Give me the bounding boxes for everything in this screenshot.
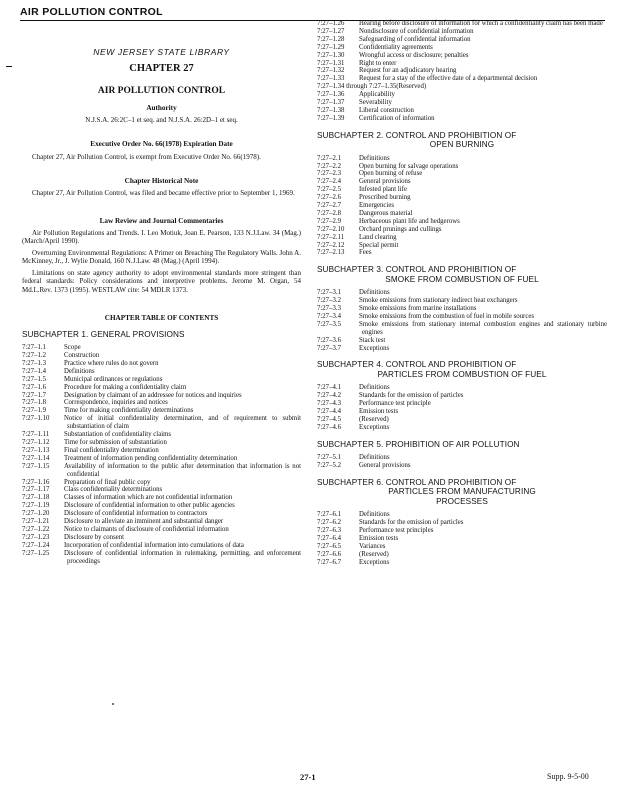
section-number: 7:27–2.1	[317, 154, 341, 162]
section-number: 7:27–1.26	[317, 20, 345, 27]
toc-entry	[22, 360, 301, 368]
page-number: 27-1	[300, 772, 316, 782]
toc-entry	[317, 75, 607, 83]
section-title: Disclosure of confidential information in rulemaking, permitting, and enforcement proceedings	[64, 549, 301, 565]
section-number: 7:27–6.7	[317, 558, 341, 566]
section-number: 7:27–2.7	[317, 202, 341, 210]
section-title: Definitions	[359, 384, 390, 392]
toc-entry	[317, 313, 607, 321]
toc-entry	[22, 526, 301, 534]
toc-entry	[317, 424, 607, 432]
section-number: 7:27–2.2	[317, 162, 341, 170]
toc-entry	[317, 163, 607, 171]
section-title: Notice to claimants of disclosure of confidential information	[64, 525, 229, 533]
section-title: Emergencies	[359, 202, 394, 210]
section-number: 7:27–1.8	[22, 399, 46, 407]
toc-entry	[317, 384, 607, 392]
toc-entry	[317, 551, 607, 559]
section-number: 7:27–1.32	[317, 67, 345, 75]
toc-entry	[317, 234, 607, 242]
toc-entry	[317, 527, 607, 535]
section-number: 7:27–1.19	[22, 502, 50, 510]
toc-entry	[317, 186, 607, 194]
toc-entry	[317, 210, 607, 218]
section-number: 7:27–1.7	[22, 391, 46, 399]
section-title: Smoke emissions from the combustion of fuel in mobile sources	[359, 312, 534, 320]
section-title: Definitions	[64, 367, 95, 375]
section-title: General provisions	[359, 178, 411, 186]
toc-entry	[22, 352, 301, 360]
toc-entry	[22, 486, 301, 494]
section-number: 7:27–4.6	[317, 423, 341, 431]
section-title: Time for submission of substantiation	[64, 438, 167, 446]
toc-entry	[317, 400, 607, 408]
section-title: Designation by claimant of an addressee for notices and inquiries	[64, 391, 242, 399]
toc-entry	[22, 455, 301, 463]
section-number: 7:27–1.36	[317, 91, 345, 99]
section-title: Definitions	[359, 454, 390, 462]
section-title: Notice of initial confidentiality determination, and of requirement to submit substantiation of claim	[64, 415, 301, 431]
section-number: 7:27–1.10	[22, 415, 50, 423]
section-number: 7:27–4.5	[317, 415, 341, 423]
toc-entry	[317, 178, 607, 186]
chapter-number: CHAPTER 27	[129, 63, 194, 75]
section-number: 7:27–2.13	[317, 249, 345, 257]
right-column	[317, 20, 607, 566]
toc-entry	[317, 249, 607, 257]
section-title: (Reserved)	[359, 415, 389, 423]
toc-entry	[22, 439, 301, 447]
section-title: Hearing before disclosure of information for which a confidentiality claim has been made	[359, 20, 603, 27]
section-number: 7:27–6.6	[317, 550, 341, 558]
toc-entry	[22, 431, 301, 439]
toc-entry	[317, 115, 607, 123]
section-number: 7:27–6.5	[317, 542, 341, 550]
toc-entry	[317, 83, 607, 91]
subchapter-6-title: SUBCHAPTER 6. CONTROL AND PROHIBITION OF PARTICLES FROM MANUFACTURING PROCESSES	[317, 477, 536, 506]
toc-entry	[317, 44, 607, 52]
left-column	[22, 48, 301, 565]
section-title: Fees	[359, 249, 372, 257]
subchapter-4-title: SUBCHAPTER 4. CONTROL AND PROHIBITION OF PARTICLES FROM COMBUSTION OF FUEL	[317, 360, 547, 379]
toc-entry	[22, 518, 301, 526]
section-number: 7:27–1.6	[22, 383, 46, 391]
toc-entry	[317, 242, 607, 250]
section-number: 7:27–1.15	[22, 462, 50, 470]
section-title: Correspondence, inquiries and notices	[64, 399, 168, 407]
section-title: Safeguarding of confidential information	[359, 35, 471, 43]
section-title: Classes of information which are not confidential information	[64, 494, 233, 502]
toc-heading: CHAPTER TABLE OF CONTENTS	[104, 313, 219, 322]
section-number: 7:27–1.28	[317, 35, 345, 43]
toc-entry	[22, 415, 301, 431]
section-title: Municipal ordinances or regulations	[64, 375, 163, 383]
margin-mark	[6, 66, 12, 67]
section-number: 7:27–1.1	[22, 344, 46, 352]
section-number: 7:27–6.1	[317, 511, 341, 519]
section-title: Practice where rules do not govern	[64, 359, 159, 367]
section-title: Exceptions	[359, 423, 390, 431]
section-title: Incorporation of confidential information into cumulations of data	[64, 541, 244, 549]
toc-entry	[317, 36, 607, 44]
section-number: 7:27–2.11	[317, 233, 345, 241]
section-title: Confidentiality agreements	[359, 43, 433, 51]
section-number: 7:27–3.3	[317, 305, 341, 312]
section-number: 7:27–1.21	[22, 518, 50, 526]
section-number: 7:27–1.25	[22, 549, 50, 557]
section-title: Definitions	[359, 289, 390, 297]
section-number: 7:27–1.9	[22, 407, 46, 415]
section-title: Definitions	[359, 154, 390, 162]
toc-entry	[317, 60, 607, 68]
section-number: 7:27–1.2	[22, 352, 46, 359]
section-title: Performance test principle	[359, 400, 431, 408]
authority-heading: Authority	[146, 104, 177, 113]
section-number: 7:27–5.1	[317, 454, 341, 462]
section-title: Herbaceous plant life and hedgerows	[359, 217, 460, 225]
section-number: 7:27–6.2	[317, 519, 341, 527]
toc-entry	[22, 550, 301, 566]
supplement-date: Supp. 9-5-00	[547, 772, 589, 781]
toc-entry	[317, 462, 607, 470]
section-title: Emission tests	[359, 534, 399, 542]
subchapter-6-list	[317, 511, 607, 566]
section-number: 7:27–1.22	[22, 525, 50, 533]
section-number: 7:27–1.12	[22, 438, 50, 446]
section-number: 7:27–1.29	[317, 43, 345, 51]
section-number: 7:27–1.38	[317, 106, 345, 114]
toc-entry	[317, 170, 607, 178]
toc-entry	[22, 384, 301, 392]
section-title: Stack test	[359, 336, 386, 344]
section-number: 7:27–6.4	[317, 534, 341, 542]
toc-entry	[317, 337, 607, 345]
toc-entry	[317, 155, 607, 163]
section-title: Disclosure of confidential information to contractors	[64, 510, 208, 518]
section-title: Prescribed burning	[359, 194, 411, 202]
section-number: 7:27–2.3	[317, 170, 341, 178]
subchapter-4-list	[317, 384, 607, 431]
section-number: 7:27–1.31	[317, 59, 345, 67]
section-number: 7:27–4.3	[317, 400, 341, 408]
section-title: Orchard prunings and cullings	[359, 225, 442, 233]
section-number: 7:27–3.5	[317, 320, 341, 328]
law-review-heading: Law Review and Journal Commentaries	[99, 216, 224, 225]
section-title: Scope	[64, 344, 81, 352]
subchapter-1-continued-list	[317, 20, 607, 123]
section-number: 7:27–1.14	[22, 454, 50, 462]
running-header: AIR POLLUTION CONTROL	[20, 6, 605, 21]
section-title: (Reserved)	[396, 83, 427, 91]
section-title: Infested plant life	[359, 186, 407, 194]
section-title: General provisions	[359, 462, 411, 469]
section-number: 7:27–1.30	[317, 51, 345, 59]
section-title: Exceptions	[359, 558, 390, 566]
toc-entry	[317, 511, 607, 519]
toc-entry	[317, 67, 607, 75]
section-title: Liberal construction	[359, 106, 414, 114]
subchapter-1-list	[22, 344, 301, 565]
section-title: Smoke emissions from stationary indirect heat exchangers	[359, 297, 518, 305]
section-number: 7:27–1.13	[22, 446, 50, 454]
section-title: Disclosure to alleviate an imminent and substantial danger	[64, 518, 224, 526]
section-title: Applicability	[359, 91, 395, 99]
section-title: Treatment of information pending confidentiality determination	[64, 454, 238, 462]
section-number: 7:27–2.5	[317, 186, 341, 194]
section-title: Time for making confidentiality determinations	[64, 407, 194, 415]
toc-entry	[22, 542, 301, 550]
toc-entry	[317, 226, 607, 234]
section-number: 7:27–5.2	[317, 462, 341, 469]
toc-entry	[22, 392, 301, 400]
section-title: Nondisclosure of confidential information	[359, 27, 474, 35]
section-title: Final confidentiality determination	[64, 446, 159, 454]
section-title: Availability of information to the public after determination that information is not confidential	[64, 462, 301, 478]
section-title: Exceptions	[359, 344, 390, 352]
toc-entry	[317, 107, 607, 115]
subchapter-2-list	[317, 155, 607, 258]
subchapter-1-title: SUBCHAPTER 1. GENERAL PROVISIONS	[22, 329, 185, 339]
section-title: Standards for the emission of particles	[359, 519, 464, 527]
subchapter-3-title: SUBCHAPTER 3. CONTROL AND PROHIBITION OF SMOKE FROM COMBUSTION OF FUEL	[317, 265, 539, 284]
section-number: 7:27–1.37	[317, 99, 345, 107]
toc-entry	[317, 408, 607, 416]
section-title: Substantiation of confidentiality claims	[64, 431, 172, 439]
section-title: Severability	[359, 99, 392, 107]
law-review-paragraph: Air Pollution Regulations and Trends. I. Leo Motiuk, Joan E. Pearson, 133 N.J.Law. 34 (Mag.) (March/April 1990).	[22, 228, 301, 246]
toc-entry	[22, 534, 301, 542]
section-title: Certification of information	[359, 114, 435, 122]
section-number: 7:27–1.39	[317, 114, 345, 122]
section-title: Emission tests	[359, 407, 399, 415]
toc-entry	[317, 99, 607, 107]
toc-entry	[22, 399, 301, 407]
section-title: Preparation of final public copy	[64, 478, 151, 486]
toc-entry	[317, 454, 607, 462]
section-number: 7:27–3.4	[317, 312, 341, 320]
toc-entry	[317, 289, 607, 297]
section-number: 7:27–1.27	[317, 27, 345, 35]
executive-order-heading: Executive Order No. 66(1978) Expiration Date	[90, 140, 233, 149]
toc-entry	[317, 535, 607, 543]
section-title: Class confidentiality determinations	[64, 486, 163, 494]
section-number: 7:27–1.11	[22, 431, 50, 439]
toc-entry	[317, 416, 607, 424]
toc-entry	[317, 321, 607, 337]
chapter-title: AIR POLLUTION CONTROL	[97, 86, 226, 97]
toc-entry	[317, 20, 607, 28]
toc-entry	[22, 407, 301, 415]
toc-entry	[317, 218, 607, 226]
toc-entry	[317, 202, 607, 210]
toc-entry	[317, 52, 607, 60]
historical-note-text: Chapter 27, Air Pollution Control, was filed and became effective prior to September 1, 1969.	[32, 188, 295, 197]
executive-order-text: Chapter 27, Air Pollution Control, is exempt from Executive Order No. 66(1978).	[32, 152, 261, 161]
toc-entry	[317, 194, 607, 202]
section-number: 7:27–1.5	[22, 375, 46, 383]
section-number: 7:27–2.10	[317, 225, 345, 233]
section-number: 7:27–3.2	[317, 297, 341, 305]
section-number: 7:27–3.7	[317, 344, 341, 352]
section-number: 7:27–2.8	[317, 209, 341, 217]
section-title: Request for an adjudicatory hearing	[359, 67, 457, 75]
section-number: 7:27–1.17	[22, 486, 50, 494]
section-number: 7:27–3.1	[317, 289, 341, 297]
section-number: 7:27–1.23	[22, 533, 50, 541]
toc-entry	[22, 502, 301, 510]
section-title: Open burning for salvage operations	[359, 162, 459, 170]
toc-entry	[317, 91, 607, 99]
section-title: Definitions	[359, 511, 390, 519]
section-title: Open burning of refuse	[359, 170, 423, 178]
section-number: 7:27–2.12	[317, 241, 345, 249]
section-number: 7:27–1.4	[22, 367, 46, 375]
speck-mark	[112, 703, 114, 705]
section-title: Construction	[64, 352, 100, 359]
toc-entry	[317, 297, 607, 305]
subchapter-3-list	[317, 289, 607, 352]
section-number: 7:27–1.3	[22, 359, 46, 367]
section-number: 7:27–4.1	[317, 384, 341, 392]
toc-entry	[317, 28, 607, 36]
section-title: Land clearing	[359, 233, 397, 241]
section-title: Variances	[359, 542, 386, 550]
toc-entry	[22, 447, 301, 455]
section-title: Right to enter	[359, 59, 397, 67]
toc-entry	[317, 392, 607, 400]
section-title: Wrongful access or disclosure; penalties	[359, 51, 469, 59]
authority-text: N.J.S.A. 26:2C–1 et seq. and N.J.S.A. 26:2D–1 et seq.	[85, 116, 238, 125]
section-title: Special permit	[359, 241, 399, 249]
subchapter-2-title: SUBCHAPTER 2. CONTROL AND PROHIBITION OF OPEN BURNING	[317, 130, 517, 150]
section-title: Dangerous material	[359, 209, 413, 217]
section-number: 7:27–1.24	[22, 541, 50, 549]
section-number: 7:27–3.6	[317, 336, 341, 344]
section-title: Procedure for making a confidentiality claim	[64, 383, 187, 391]
section-title: Smoke emissions from stationary internal combustion engines and stationary turbine engines	[359, 320, 607, 336]
section-number: 7:27–1.16	[22, 478, 50, 486]
section-title: Standards for the emission of particles	[359, 392, 464, 400]
toc-entry	[22, 344, 301, 352]
toc-entry	[22, 376, 301, 384]
section-number: 7:27–2.4	[317, 178, 341, 186]
section-number: 7:27–4.2	[317, 392, 341, 400]
section-number: 7:27–2.9	[317, 217, 341, 225]
section-number: 7:27–6.3	[317, 526, 341, 534]
section-title: Disclosure by consent	[64, 533, 125, 541]
section-number: 7:27–1.34 through 7:27–1.35	[317, 83, 397, 91]
law-review-paragraph: Limitations on state agency authority to adopt environmental standards more stringent than federal standards: Policy considerations and interpretive problems. Jerome M. Organ, 54 Md.L.Rev. 1373 (1995). WESTLAW cite: 54 MDLR 1373.	[22, 269, 301, 294]
toc-entry	[317, 559, 607, 567]
section-number: 7:27–1.20	[22, 510, 50, 518]
toc-entry	[22, 494, 301, 502]
section-title: Performance test principles	[359, 526, 434, 534]
historical-note-heading: Chapter Historical Note	[124, 176, 199, 185]
section-title: Smoke emissions from marine installations	[359, 305, 477, 312]
toc-entry	[22, 479, 301, 487]
toc-entry	[317, 519, 607, 527]
toc-entry	[317, 543, 607, 551]
section-number: 7:27–1.18	[22, 494, 50, 502]
section-title: Disclosure of confidential information to other public agencies	[64, 502, 235, 510]
law-review-paragraph: Overturning Environmental Regulations: A Primer on Breaching The Regulatory Walls. John A. McKinney, Jr., J. Wylie Donald, 160 N.J.Law. 48 (Mag.) (April 1994).	[22, 249, 301, 266]
toc-entry	[317, 305, 607, 313]
subchapter-5-list	[317, 454, 607, 470]
section-number: 7:27–4.4	[317, 407, 341, 415]
library-stamp: NEW JERSEY STATE LIBRARY	[93, 47, 230, 57]
section-title: Request for a stay of the effective date of a departmental decision	[359, 75, 538, 83]
toc-entry	[22, 368, 301, 376]
subchapter-5-title: SUBCHAPTER 5. PROHIBITION OF AIR POLLUTION	[317, 439, 520, 449]
toc-entry	[317, 345, 607, 353]
section-title: (Reserved)	[359, 550, 389, 558]
section-number: 7:27–2.6	[317, 194, 341, 202]
toc-entry	[22, 463, 301, 479]
toc-entry	[22, 510, 301, 518]
section-number: 7:27–1.33	[317, 75, 345, 83]
